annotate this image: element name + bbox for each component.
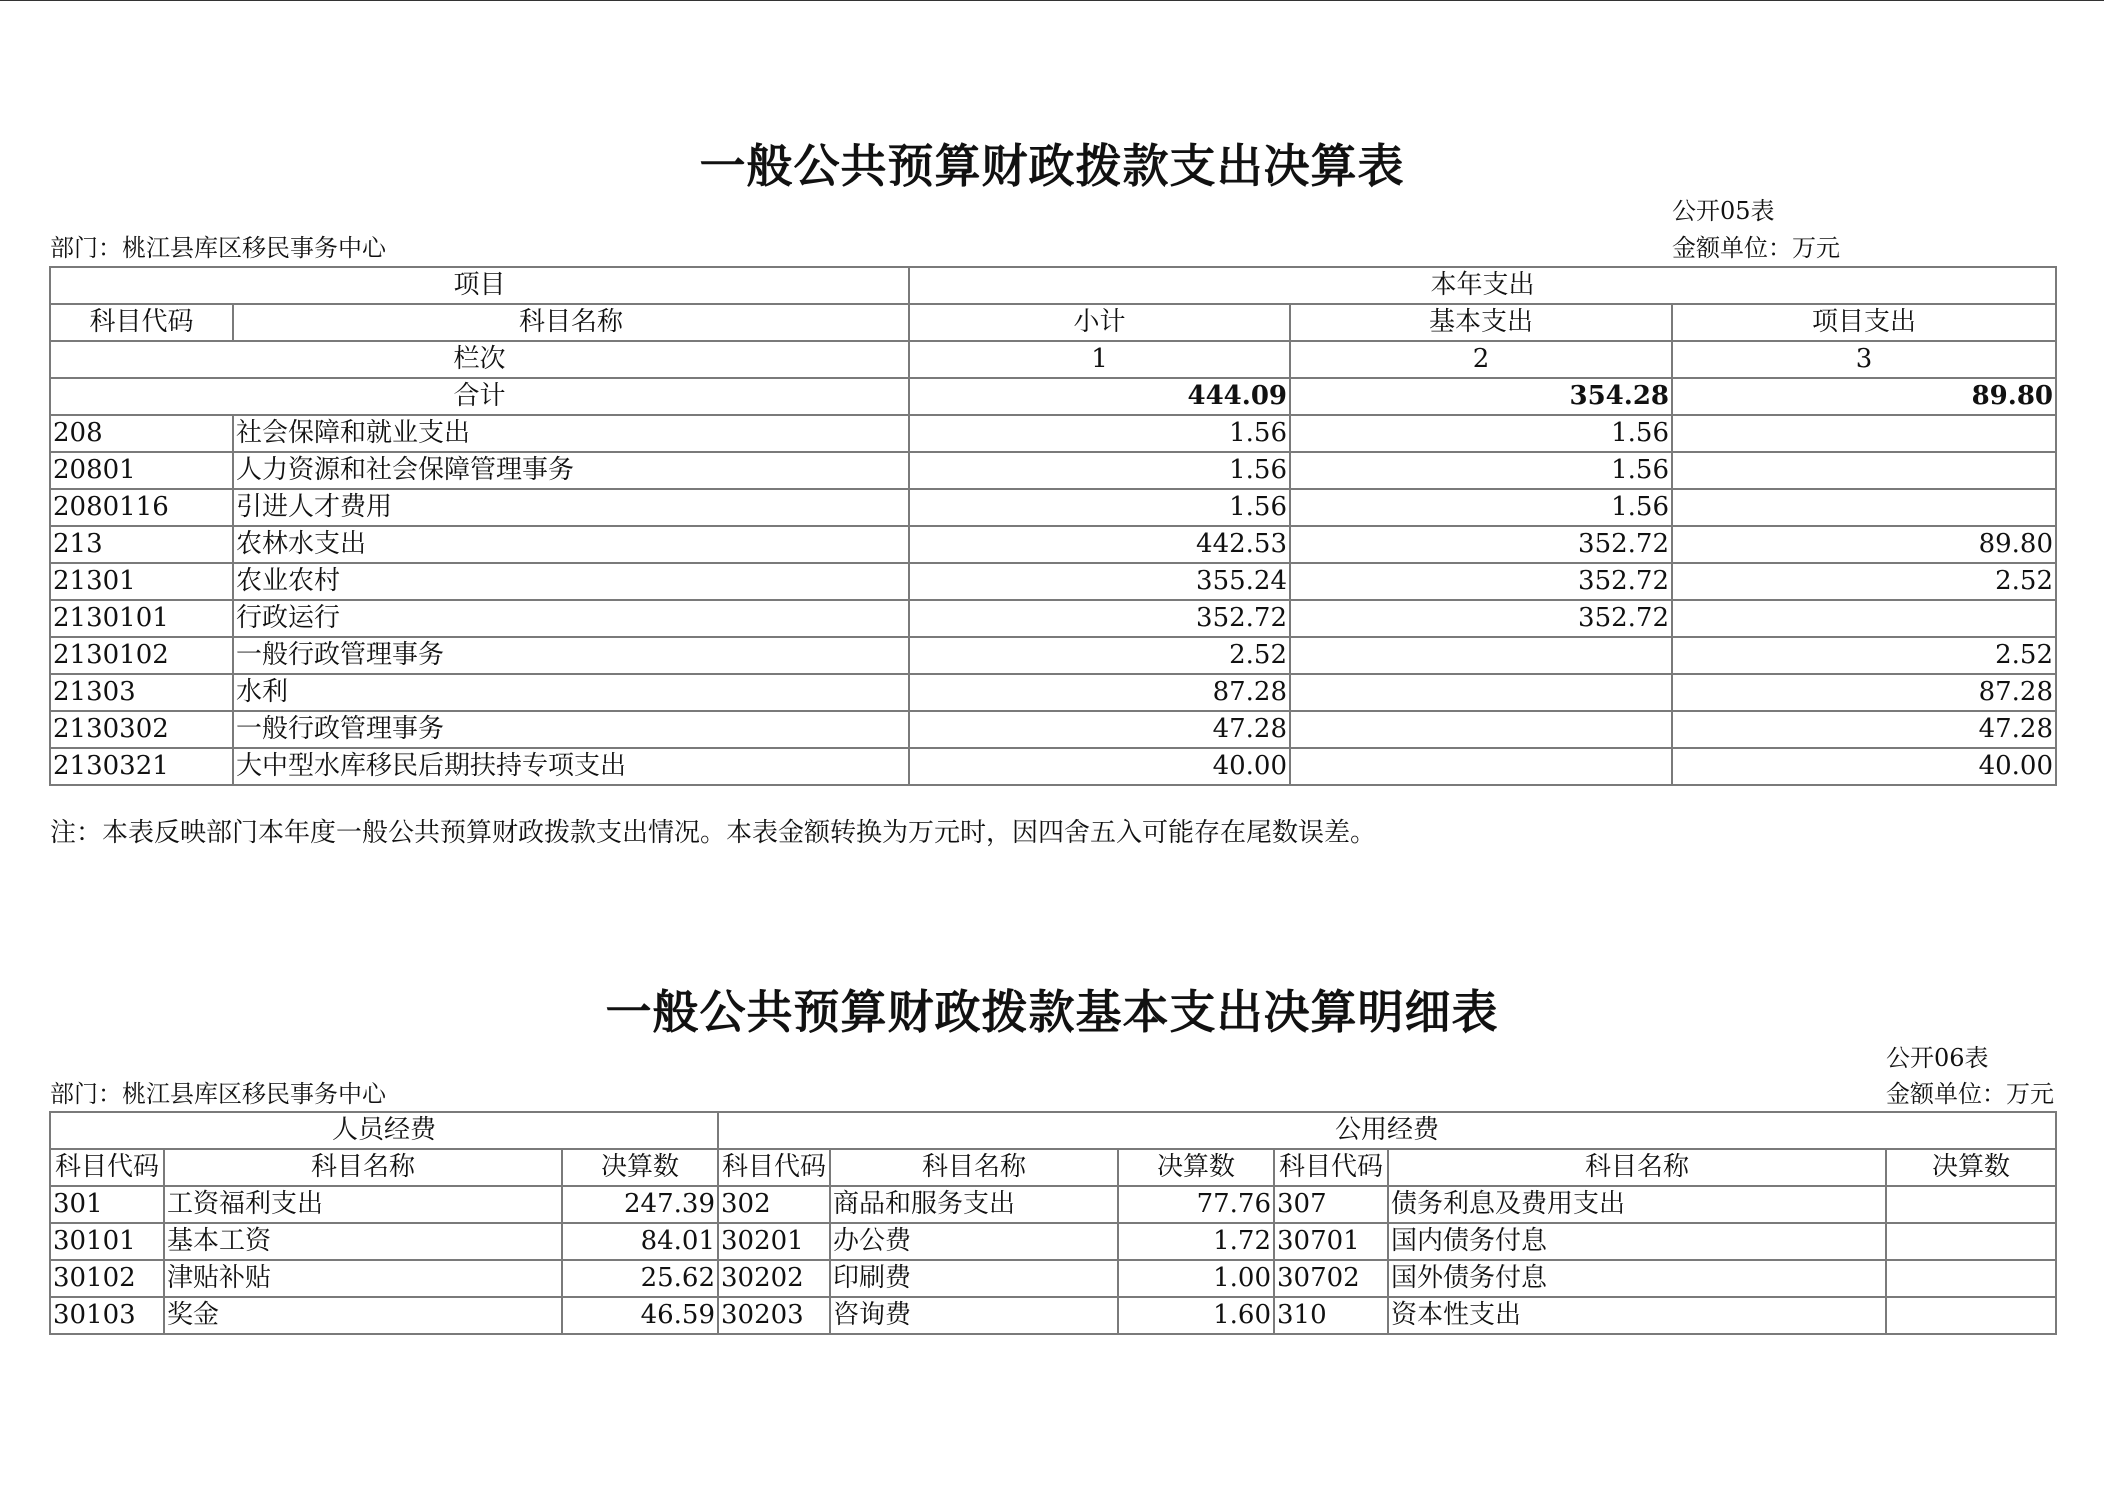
other-name: 债务利息及费用支出: [1388, 1186, 1886, 1223]
row-basic: [1290, 748, 1672, 785]
table2-dept: 部门：桃江县库区移民事务中心: [50, 1080, 386, 1108]
row-project: [1672, 452, 2056, 489]
row-basic: [1290, 637, 1672, 674]
row-code: 213: [50, 526, 233, 563]
goods-name: 办公费: [830, 1223, 1118, 1260]
row-subtotal: 355.24: [909, 563, 1290, 600]
goods-code: 30203: [718, 1297, 830, 1334]
personnel-name: 津贴补贴: [164, 1260, 562, 1297]
table-row: [50, 711, 2056, 748]
table-row: [50, 674, 2056, 711]
header-amount: 决算数: [1118, 1149, 1274, 1186]
row-name: 大中型水库移民后期扶持专项支出: [233, 748, 909, 785]
row-project: 2.52: [1672, 637, 2056, 674]
row-code: 2130101: [50, 600, 233, 637]
header-name: 科目名称: [830, 1149, 1118, 1186]
header-name: 科目名称: [164, 1149, 562, 1186]
header-row-2: [50, 304, 2056, 341]
goods-amount: 1.72: [1118, 1223, 1274, 1260]
table1-unit: 金额单位：万元: [1672, 234, 1840, 262]
row-code: 2080116: [50, 489, 233, 526]
table-row: [50, 600, 2056, 637]
row-subtotal: 1.56: [909, 489, 1290, 526]
table-row: [50, 637, 2056, 674]
row-basic: 352.72: [1290, 563, 1672, 600]
total-subtotal: 444.09: [909, 378, 1290, 415]
table1-code: 公开05表: [1672, 197, 1775, 225]
table2-title: 一般公共预算财政拨款基本支出决算明细表: [605, 985, 1499, 1039]
personnel-amount: 247.39: [562, 1186, 718, 1223]
other-code: 307: [1274, 1186, 1388, 1223]
row-code: 208: [50, 415, 233, 452]
row-name: 人力资源和社会保障管理事务: [233, 452, 909, 489]
other-amount: [1886, 1186, 2056, 1223]
other-amount: [1886, 1223, 2056, 1260]
header-year-expense: 本年支出: [909, 267, 2056, 304]
personnel-code: 30103: [50, 1297, 164, 1334]
page-top-border: [0, 0, 2104, 1]
header-code: 科目代码: [718, 1149, 830, 1186]
column-index-row: [50, 341, 2056, 378]
row-subtotal: 47.28: [909, 711, 1290, 748]
header-name: 科目名称: [233, 304, 909, 341]
table-row: [50, 1223, 2056, 1260]
header-project: 项目支出: [1672, 304, 2056, 341]
table-row: [50, 1297, 2056, 1334]
table-row: [50, 415, 2056, 452]
row-project: [1672, 489, 2056, 526]
row-project: 87.28: [1672, 674, 2056, 711]
row-project: 2.52: [1672, 563, 2056, 600]
header-code: 科目代码: [1274, 1149, 1388, 1186]
header-code: 科目代码: [50, 304, 233, 341]
row-project: 40.00: [1672, 748, 2056, 785]
row-code: 2130102: [50, 637, 233, 674]
row-subtotal: 1.56: [909, 452, 1290, 489]
personnel-amount: 46.59: [562, 1297, 718, 1334]
row-code: 2130302: [50, 711, 233, 748]
table-row: [50, 748, 2056, 785]
col-1: 1: [909, 341, 1290, 378]
row-name: 农林水支出: [233, 526, 909, 563]
table-row: [50, 1186, 2056, 1223]
row-subtotal: 87.28: [909, 674, 1290, 711]
total-basic: 354.28: [1290, 378, 1672, 415]
other-code: 310: [1274, 1297, 1388, 1334]
row-code: 21303: [50, 674, 233, 711]
header-subtotal: 小计: [909, 304, 1290, 341]
row-name: 水利: [233, 674, 909, 711]
row-project: 89.80: [1672, 526, 2056, 563]
personnel-code: 30101: [50, 1223, 164, 1260]
goods-code: 30201: [718, 1223, 830, 1260]
row-code: 21301: [50, 563, 233, 600]
table-row: [50, 526, 2056, 563]
basic-expense-detail-table: [49, 1111, 2057, 1335]
row-basic: 352.72: [1290, 526, 1672, 563]
personnel-name: 基本工资: [164, 1223, 562, 1260]
goods-amount: 1.00: [1118, 1260, 1274, 1297]
other-name: 资本性支出: [1388, 1297, 1886, 1334]
table-row: [50, 452, 2056, 489]
goods-amount: 1.60: [1118, 1297, 1274, 1334]
row-code: 20801: [50, 452, 233, 489]
row-project: 47.28: [1672, 711, 2056, 748]
header-basic: 基本支出: [1290, 304, 1672, 341]
personnel-code: 30102: [50, 1260, 164, 1297]
table1-title: 一般公共预算财政拨款支出决算表: [699, 139, 1405, 193]
row-name: 农业农村: [233, 563, 909, 600]
goods-code: 30202: [718, 1260, 830, 1297]
row-name: 一般行政管理事务: [233, 637, 909, 674]
row-name: 行政运行: [233, 600, 909, 637]
goods-name: 咨询费: [830, 1297, 1118, 1334]
table-row: [50, 563, 2056, 600]
row-basic: 352.72: [1290, 600, 1672, 637]
header-amount: 决算数: [1886, 1149, 2056, 1186]
row-subtotal: 40.00: [909, 748, 1290, 785]
row-project: [1672, 600, 2056, 637]
row-basic: 1.56: [1290, 452, 1672, 489]
row-name: 社会保障和就业支出: [233, 415, 909, 452]
row-subtotal: 2.52: [909, 637, 1290, 674]
header-code: 科目代码: [50, 1149, 164, 1186]
other-code: 30701: [1274, 1223, 1388, 1260]
personnel-amount: 25.62: [562, 1260, 718, 1297]
row-name: 一般行政管理事务: [233, 711, 909, 748]
goods-name: 商品和服务支出: [830, 1186, 1118, 1223]
table2-code: 公开06表: [1886, 1044, 1989, 1072]
goods-amount: 77.76: [1118, 1186, 1274, 1223]
expense-table: [49, 266, 2057, 786]
row-basic: [1290, 674, 1672, 711]
other-amount: [1886, 1297, 2056, 1334]
header-row-2: [50, 1149, 2056, 1186]
header-name: 科目名称: [1388, 1149, 1886, 1186]
other-name: 国内债务付息: [1388, 1223, 1886, 1260]
total-label: 合计: [50, 378, 909, 415]
table-row: [50, 1260, 2056, 1297]
table-row: [50, 489, 2056, 526]
row-subtotal: 352.72: [909, 600, 1290, 637]
goods-name: 印刷费: [830, 1260, 1118, 1297]
row-subtotal: 1.56: [909, 415, 1290, 452]
row-subtotal: 442.53: [909, 526, 1290, 563]
row-project: [1672, 415, 2056, 452]
col-2: 2: [1290, 341, 1672, 378]
header-item: 项目: [50, 267, 909, 304]
col-label: 栏次: [50, 341, 909, 378]
other-code: 30702: [1274, 1260, 1388, 1297]
table2-unit: 金额单位：万元: [1886, 1080, 2054, 1108]
other-name: 国外债务付息: [1388, 1260, 1886, 1297]
other-amount: [1886, 1260, 2056, 1297]
row-basic: 1.56: [1290, 489, 1672, 526]
personnel-amount: 84.01: [562, 1223, 718, 1260]
row-basic: [1290, 711, 1672, 748]
row-name: 引进人才费用: [233, 489, 909, 526]
personnel-name: 工资福利支出: [164, 1186, 562, 1223]
personnel-code: 301: [50, 1186, 164, 1223]
row-basic: 1.56: [1290, 415, 1672, 452]
header-public: 公用经费: [718, 1112, 2056, 1149]
header-row-1: [50, 1112, 2056, 1149]
personnel-name: 奖金: [164, 1297, 562, 1334]
table1-note: 注：本表反映部门本年度一般公共预算财政拨款支出情况。本表金额转换为万元时，因四舍五入可能存在尾数误差。: [50, 818, 1377, 848]
total-row: [50, 378, 2056, 415]
col-3: 3: [1672, 341, 2056, 378]
total-project: 89.80: [1672, 378, 2056, 415]
header-row-1: [50, 267, 2056, 304]
table1-dept: 部门：桃江县库区移民事务中心: [50, 234, 386, 262]
goods-code: 302: [718, 1186, 830, 1223]
row-code: 2130321: [50, 748, 233, 785]
header-amount: 决算数: [562, 1149, 718, 1186]
header-personnel: 人员经费: [50, 1112, 718, 1149]
